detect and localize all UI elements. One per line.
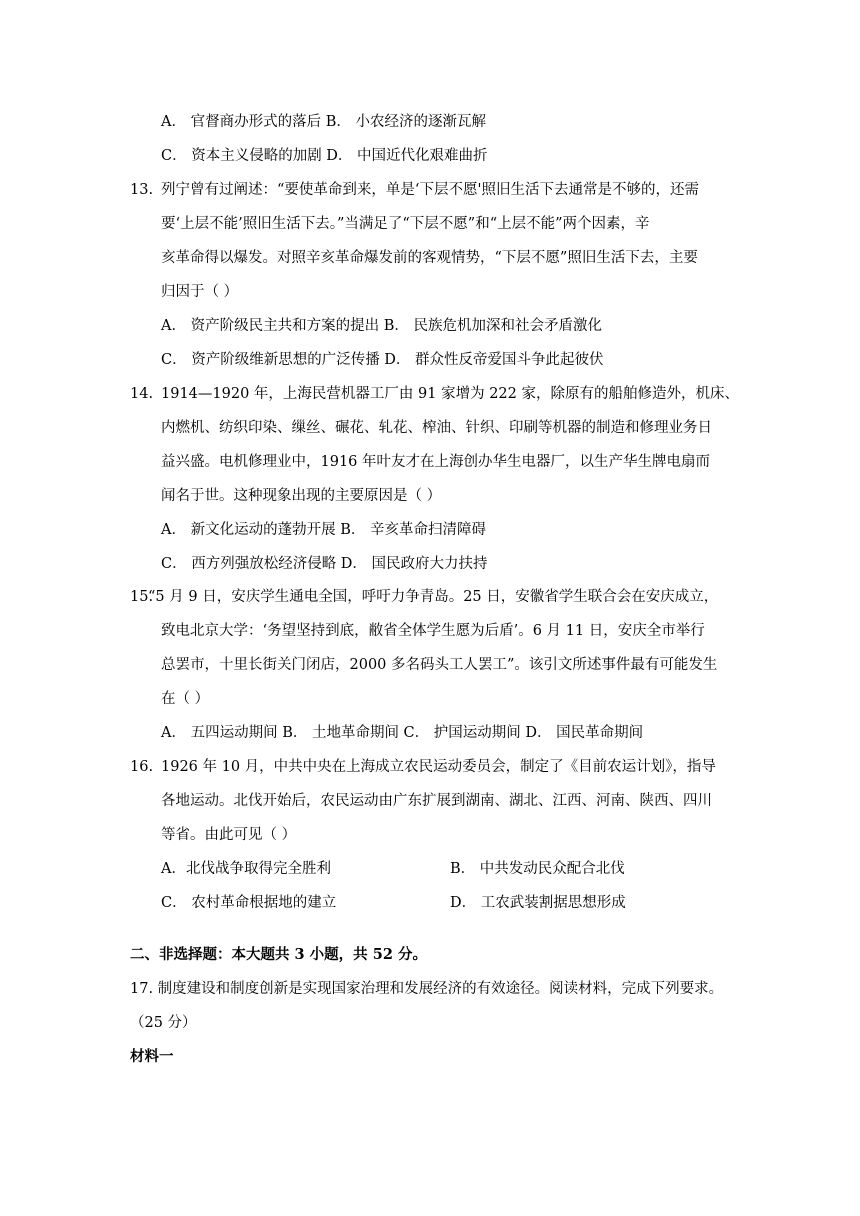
q13-line-3: 亥革命得以爆发。对照辛亥革命爆发前的客观情势，“下层不愿”照旧生活下去，主要 bbox=[161, 250, 698, 266]
q15-number: 15. bbox=[130, 589, 154, 605]
q14-line-2: 内燃机、纺织印染、缫丝、碾花、轧花、榨油、针织、印刷等机器的制造和修理业务日 bbox=[161, 420, 712, 436]
q13-line-4: 归因于（ ） bbox=[161, 284, 239, 300]
q15-line-2: 致电北京大学：‘务望坚持到底，敝省全体学生愿为后盾’。6 月 11 日，安庆全市举行 bbox=[161, 623, 705, 639]
q17-line-2: （25 分） bbox=[130, 1015, 197, 1031]
q12-options-cd: C． 资本主义侵略的加剧 D． 中国近代化艰难曲折 bbox=[161, 148, 488, 164]
q14-line-4: 闻名于世。这种现象出现的主要原因是（ ） bbox=[161, 488, 442, 504]
q14-options-cd: C． 西方列强放松经济侵略 D． 国民政府大力扶持 bbox=[161, 556, 488, 572]
q12-options-ab: A． 官督商办形式的落后 B． 小农经济的逐渐瓦解 bbox=[161, 114, 486, 130]
q14-options-ab: A． 新文化运动的蓬勃开展 B． 辛亥革命扫清障碍 bbox=[161, 522, 486, 538]
q14-number: 14. bbox=[130, 386, 154, 402]
q16-option-d: D． 工农武装割据思想形成 bbox=[450, 895, 626, 911]
q16-line-3: 等省。由此可见（ ） bbox=[161, 827, 297, 843]
q13-line-1: 列宁曾有过阐述：“要使革命到来，单是‘下层不愿'照旧生活下去通常是不够的，还需 bbox=[161, 182, 700, 198]
q16-option-c: C． 农村革命根据地的建立 bbox=[161, 895, 337, 911]
q15-options: A． 五四运动期间 B． 土地革命期间 C． 护国运动期间 D． 国民革命期间 bbox=[161, 725, 644, 741]
q13-line-2: 要‘上层不能’照旧生活下去。”当满足了“下层不愿”和“上层不能”两个因素，辛 bbox=[161, 216, 650, 232]
q13-options-cd: C． 资产阶级维新思想的广泛传播 D． 群众性反帝爱国斗争此起彼伏 bbox=[161, 352, 604, 368]
q16-number: 16. bbox=[130, 759, 154, 775]
q17-line-1: 17. 制度建设和制度创新是实现国家治理和发展经济的有效途径。阅读材料，完成下列要求。 bbox=[130, 981, 724, 997]
q16-option-a: A．北伐战争取得完全胜利 bbox=[161, 861, 331, 877]
q16-line-1: 1926 年 10 月，中共中央在上海成立农民运动委员会，制定了《目前农运计划》，指导 bbox=[161, 759, 716, 775]
q16-line-2: 各地运动。北伐开始后，农民运动由广东扩展到湖南、湖北、江西、河南、陕西、四川 bbox=[161, 793, 712, 809]
q15-line-3: 总罢市，十里长街关门闭店，2000 多名码头工人罢工”。该引文所述事件最有可能发生 bbox=[161, 657, 718, 673]
q13-number: 13. bbox=[130, 182, 154, 198]
q13-options-ab: A． 资产阶级民主共和方案的提出 B． 民族危机加深和社会矛盾激化 bbox=[161, 318, 602, 334]
material-label: 材料一 bbox=[130, 1048, 174, 1065]
section-heading: 二、非选择题：本大题共 3 小题，共 52 分。 bbox=[130, 946, 427, 963]
q14-line-1: 1914—1920 年，上海民营机器工厂由 91 家增为 222 家，除原有的船舶修造外，机床、 bbox=[161, 386, 739, 402]
q16-option-b: B． 中共发动民众配合北伐 bbox=[450, 861, 625, 877]
q15-line-1: “5 月 9 日，安庆学生通电全国，呼吁力争青岛。25 日，安徽省学生联合会在安庆成立， bbox=[148, 589, 719, 605]
q14-line-3: 益兴盛。电机修理业中，1916 年叶友才在上海创办华生电器厂，以生产华生牌电扇而 bbox=[161, 454, 711, 470]
q15-line-4: 在（ ） bbox=[161, 691, 210, 707]
